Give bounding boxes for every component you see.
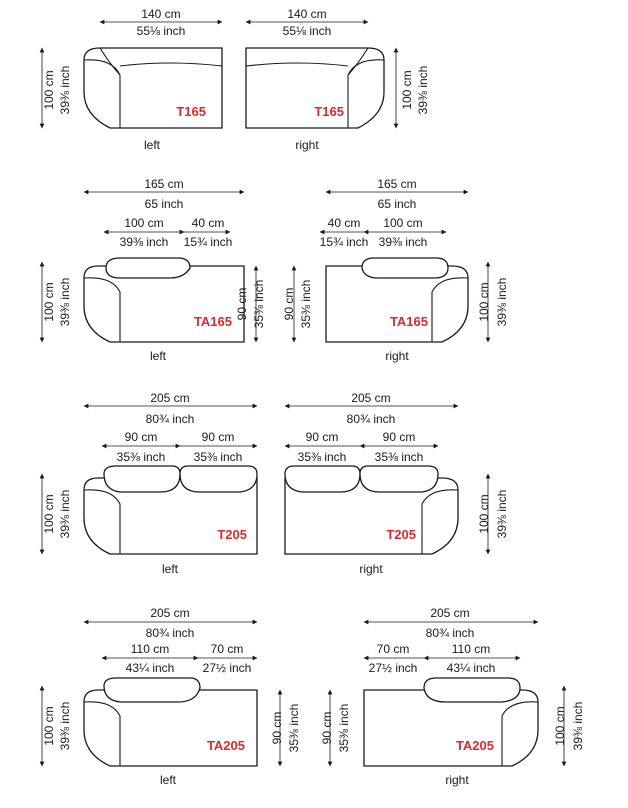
overall-width-inch: 80¾ inch [425,626,475,640]
overall-width-cm: 165 cm [377,177,417,191]
t205-left-group [42,391,257,576]
back-cushion-1 [104,466,180,492]
depth-inch: 39⅜ inch [571,701,585,751]
overall-width-cm: 205 cm [351,391,391,405]
seat-width-cm: 100 cm [383,216,423,230]
chaise-width-cm: 70 cm [376,642,410,656]
orientation-label: right [359,562,383,576]
depth-inch: 39⅜ inch [416,65,430,115]
orientation-label: right [295,138,319,152]
depth-cm: 100 cm [42,70,56,110]
back-cushion-2 [360,466,438,492]
orientation-label: right [385,349,409,363]
overall-width-inch: 80¾ inch [145,412,195,426]
orientation-label: left [143,138,161,152]
width-inch: 55⅛ inch [282,24,332,38]
depth-inch: 39⅜ inch [58,65,72,115]
model-code: T165 [314,104,344,119]
seat-width-inch: 43¼ inch [125,661,175,675]
seat-width-cm: 100 cm [124,216,164,230]
depth-cm: 100 cm [477,494,491,534]
back-cushion-1 [285,466,360,492]
seat-depth-cm: 90 cm [320,711,334,745]
seat-depth-inch: 35⅜ inch [252,279,266,329]
cushion-2-width-inch: 35⅜ inch [374,450,424,464]
t205-right-group [285,391,509,576]
back-cushion [106,258,190,278]
chaise-width-inch: 15¾ inch [183,235,233,249]
seat-depth-cm: 90 cm [235,287,249,321]
ta205-left-group [42,606,301,787]
overall-width-inch: 65 inch [144,197,184,211]
width-cm: 140 cm [287,7,327,21]
orientation-label: left [159,773,177,787]
cushion-1-width-inch: 35⅜ inch [116,450,166,464]
depth-inch: 39⅜ inch [58,701,72,751]
overall-width-cm: 205 cm [150,606,190,620]
overall-width-inch: 80¾ inch [346,412,396,426]
chaise-width-inch: 27½ inch [368,661,418,675]
model-code: T165 [176,104,206,119]
model-code: TA205 [206,738,245,753]
back-cushion [104,678,200,702]
chaise-width-inch: 27½ inch [202,661,252,675]
orientation-label: right [445,773,469,787]
chaise-width-cm: 70 cm [210,642,244,656]
depth-inch: 39⅜ inch [495,489,509,539]
seat-width-cm: 110 cm [451,642,491,656]
depth-inch: 39⅜ inch [58,277,72,327]
t165-left-group [42,7,222,152]
seat-depth-inch: 35⅜ inch [337,703,351,753]
back-cushion [362,258,448,278]
chaise-width-cm: 40 cm [327,216,361,230]
cushion-1-width-inch: 35⅜ inch [297,450,347,464]
ta165-right-group [282,177,509,363]
width-cm: 140 cm [141,7,181,21]
cushion-1-width-cm: 90 cm [305,430,339,444]
seat-depth-inch: 35⅜ inch [299,279,313,329]
overall-width-inch: 80¾ inch [145,626,195,640]
model-code: TA165 [193,314,232,329]
chaise-width-cm: 40 cm [191,216,225,230]
depth-cm: 100 cm [42,706,56,746]
width-inch: 55⅛ inch [136,24,186,38]
seat-width-inch: 39⅜ inch [119,235,169,249]
overall-width-cm: 205 cm [150,391,190,405]
model-code: TA205 [455,738,494,753]
seat-width-inch: 39⅜ inch [378,235,428,249]
ta165-left-group [42,177,266,363]
orientation-label: left [149,349,167,363]
cushion-2-width-cm: 90 cm [201,430,235,444]
back-cushion [424,678,520,702]
seat-width-cm: 110 cm [130,642,170,656]
depth-inch: 39⅜ inch [58,489,72,539]
seat-depth-inch: 35⅜ inch [287,703,301,753]
depth-cm: 100 cm [553,706,567,746]
seat-depth-cm: 90 cm [270,711,284,745]
model-code: TA165 [389,314,428,329]
chaise-width-inch: 15¾ inch [319,235,369,249]
t165-right-group [246,7,430,152]
depth-cm: 100 cm [477,282,491,322]
overall-width-inch: 65 inch [377,197,417,211]
overall-width-cm: 165 cm [144,177,184,191]
cushion-2-width-cm: 90 cm [382,430,416,444]
seat-depth-cm: 90 cm [282,287,296,321]
depth-cm: 100 cm [42,282,56,322]
depth-cm: 100 cm [400,70,414,110]
model-code: T205 [386,527,416,542]
overall-width-cm: 205 cm [430,606,470,620]
model-code: T205 [217,527,247,542]
cushion-1-width-cm: 90 cm [124,430,158,444]
orientation-label: left [161,562,179,576]
ta205-right-group [320,606,585,787]
depth-inch: 39⅜ inch [495,277,509,327]
back-cushion-2 [180,466,257,492]
seat-width-inch: 43¼ inch [446,661,496,675]
depth-cm: 100 cm [42,494,56,534]
cushion-2-width-inch: 35⅜ inch [193,450,243,464]
